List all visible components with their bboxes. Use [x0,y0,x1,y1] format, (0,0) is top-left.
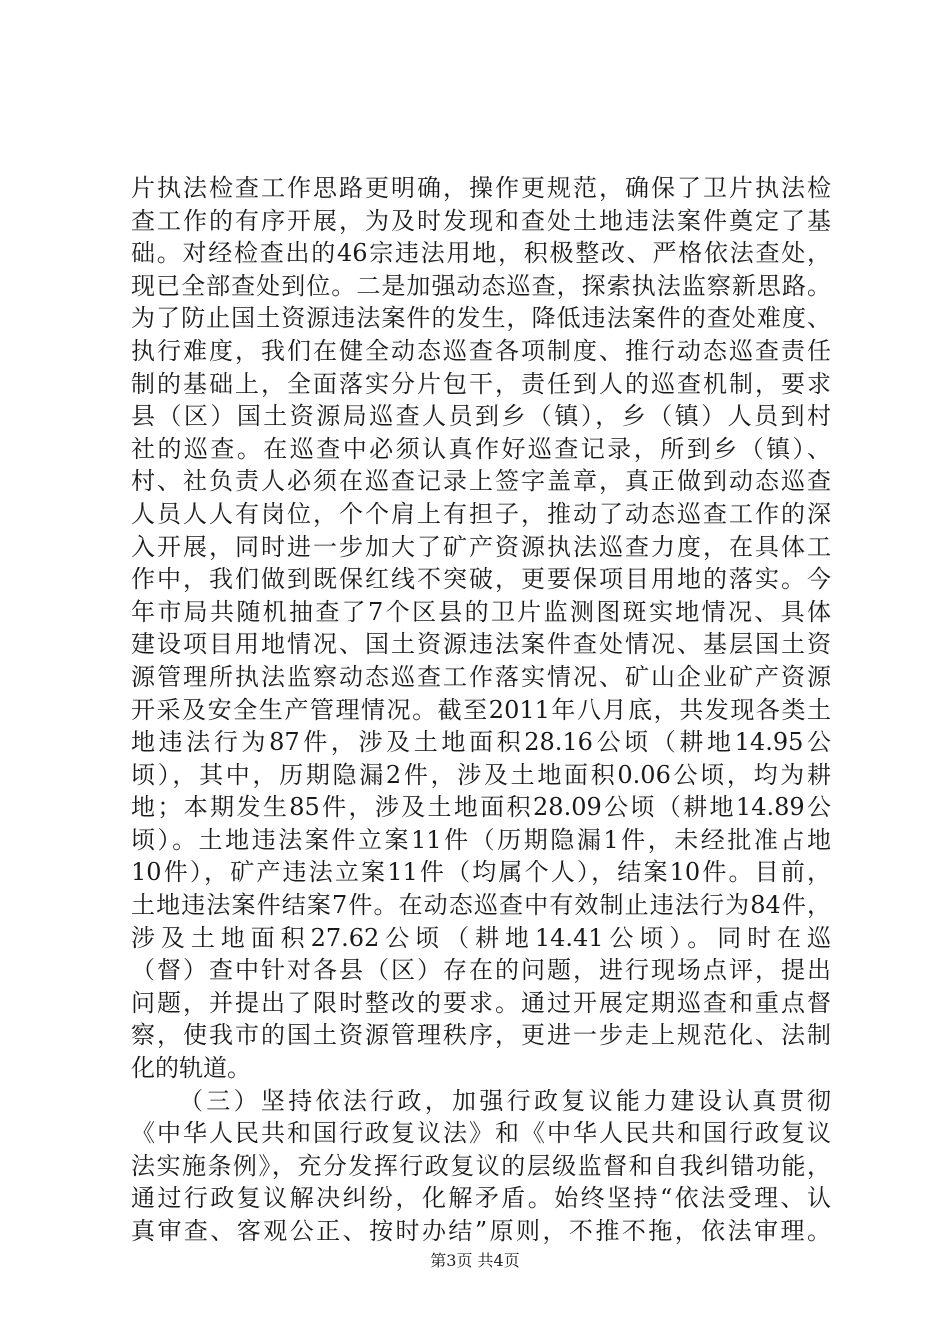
text-line: 顷），其中，历期隐漏2件，涉及土地面积0.06公顷，均为耕 [131,760,831,789]
page-number-footer: 第3页 共4页 [430,1251,520,1270]
text-line: 法实施条例》，充分发挥行政复议的层级监督和自我纠错功能， [131,1151,831,1180]
text-line: 真审查、客观公正、按时办结”原则，不推不拖，依法审理。 [131,1217,831,1245]
text-line: 片执法检查工作思路更明确，操作更规范，确保了卫片执法检 [131,174,831,202]
text-line: 社的巡查。在巡查中必须认真作好巡查记录，所到乡（镇）、 [131,434,831,463]
text-line: 问题，并提出了限时整改的要求。通过开展定期巡查和重点督 [131,988,831,1017]
text-line: 作中，我们做到既保红线不突破，更要保项目用地的落实。今 [131,565,831,594]
text-line: 年市局共随机抽查了7个区县的卫片监测图斑实地情况、具体 [131,597,831,626]
text-line: 察，使我市的国土资源管理秩序，更进一步走上规范化、法制 [131,1021,831,1050]
text-line: 村、社负责人必须在巡查记录上签字盖章，真正做到动态巡查 [131,467,831,496]
text-line: 为了防止国土资源违法案件的发生，降低违法案件的查处难度、 [131,304,831,333]
text-line: 现已全部查处到位。二是加强动态巡查，探索执法监察新思路。 [131,271,831,300]
text-line: 化的轨道。 [131,1054,251,1083]
text-line: 顷）。土地违法案件立案11件（历期隐漏1件，未经批准占地 [131,825,831,854]
text-line: 地；本期发生85件，涉及土地面积28.09公顷（耕地14.89公 [131,793,831,822]
text-line: 地违法行为87件，涉及土地面积28.16公顷（耕地14.95公 [131,728,831,757]
text-line: 源管理所执法监察动态巡查工作落实情况、矿山企业矿产资源 [131,662,831,691]
text-line: 土地违法案件结案7件。在动态巡查中有效制止违法行为84件， [131,891,831,920]
document-body [131,172,831,1248]
text-line: 查工作的有序开展，为及时发现和查处土地违法案件奠定了基 [131,206,831,235]
text-line: 《中华人民共和国行政复议法》和《中华人民共和国行政复议 [131,1119,831,1148]
text-line: （督）查中针对各县（区）存在的问题，进行现场点评，提出 [131,956,831,985]
text-line: 通过行政复议解决纠纷，化解矛盾。始终坚持“依法受理、认 [131,1184,831,1213]
text-line: 制的基础上，全面落实分片包干，责任到人的巡查机制，要求 [131,369,831,398]
text-line: 涉及土地面积27.62公顷（耕地14.41公顷）。同时在巡 [131,923,831,952]
text-line: 县（区）国土资源局巡查人员到乡（镇），乡（镇）人员到村 [131,402,831,431]
text-line: 入开展，同时进一步加大了矿产资源执法巡查力度，在具体工 [131,532,831,561]
text-line: 开采及安全生产管理情况。截至2011年八月底，共发现各类土 [131,695,831,724]
text-line: 10件），矿产违法立案11件（均属个人），结案10件。目前， [131,858,831,887]
text-line: 建设项目用地情况、国土资源违法案件查处情况、基层国土资 [131,630,831,659]
section-heading-line: （三）坚持依法行政，加强行政复议能力建设认真贯彻 [179,1086,831,1115]
text-line: 人员人人有岗位，个个肩上有担子，推动了动态巡查工作的深 [131,499,831,528]
text-line: 执行难度，我们在健全动态巡查各项制度、推行动态巡查责任 [131,336,831,365]
text-line: 础。对经检查出的46宗违法用地，积极整改、严格依法查处， [131,239,831,268]
